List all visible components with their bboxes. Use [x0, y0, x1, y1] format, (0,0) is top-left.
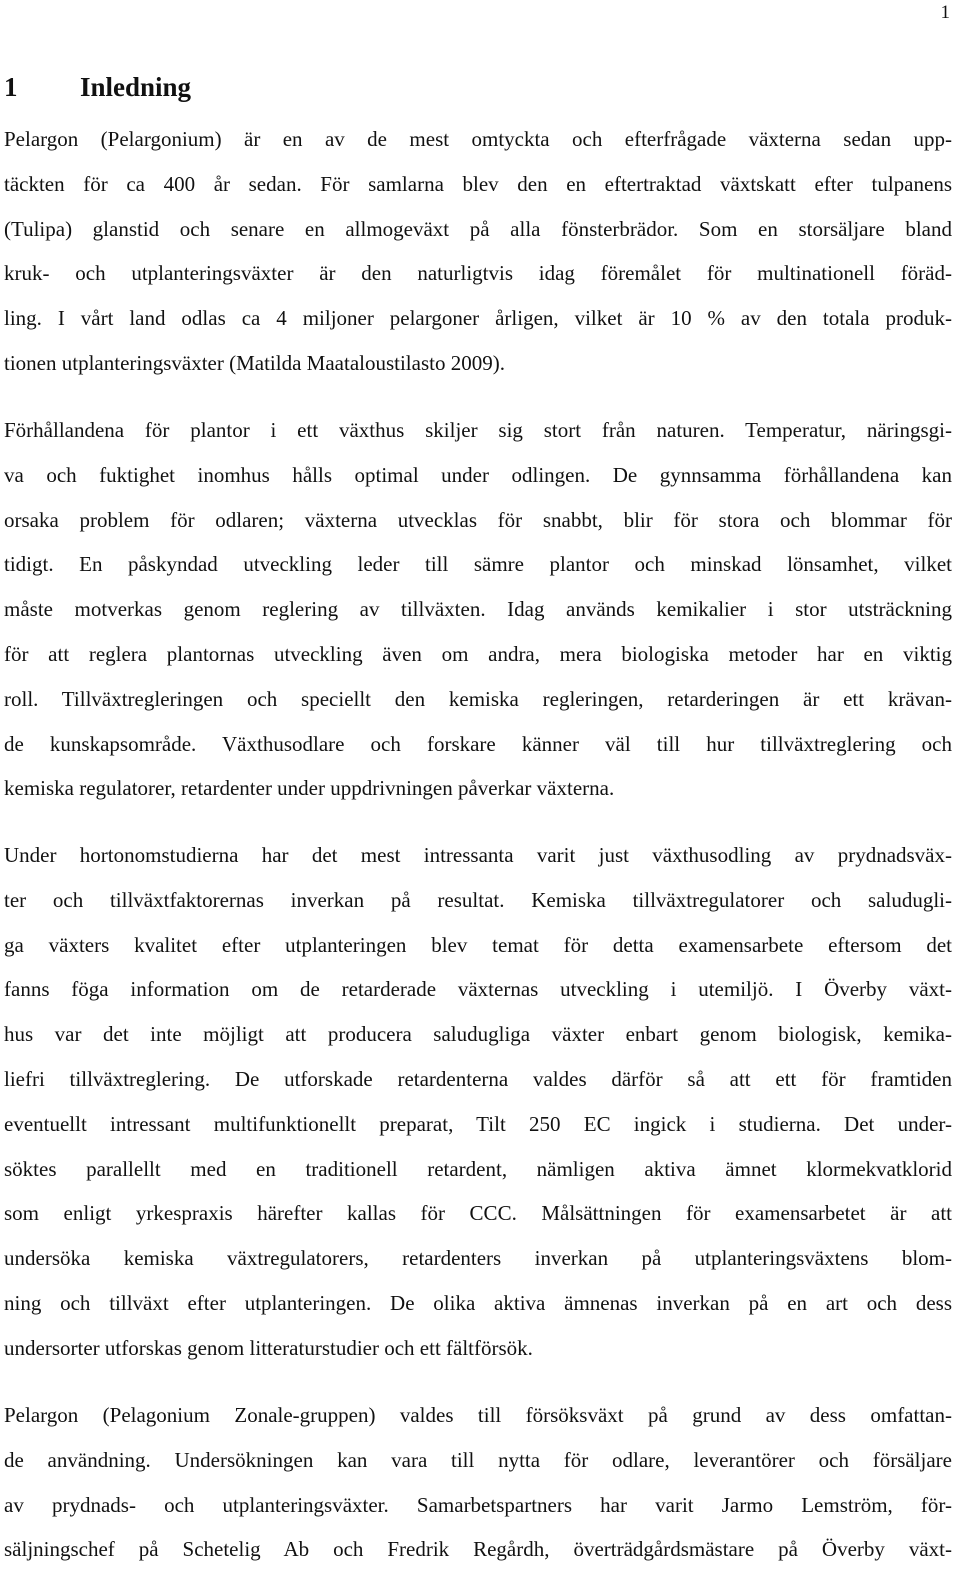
text-line: Förhållandena för plantor i ett växthus skiljer sig stort från naturen. Temperatur, näringsgi-: [4, 418, 952, 442]
text-line: liefri tillväxtreglering. De utforskade retardenterna valdes därför så att ett för framtiden: [4, 1066, 952, 1091]
text-line: Pelargon (Pelargonium) är en av de mest omtyckta och efterfrågade växterna sedan upp-: [4, 127, 952, 151]
text-line: kemiska regulatorer, retardenter under uppdrivningen påverkar växterna.: [4, 776, 615, 801]
text-line: orsaka problem för odlaren; växterna utvecklas för snabbt, blir för stora och blommar för: [4, 507, 952, 532]
text-line: säljningschef på Schetelig Ab och Fredrik Regårdh, överträdgårdsmästare på Överby växt-: [4, 1537, 952, 1562]
text-line: Under hortonomstudierna har det mest intressanta varit just växthusodling av prydnadsväx-: [4, 843, 952, 867]
section-number: 1: [4, 72, 18, 102]
text-line: täckten för ca 400 år sedan. För samlarna blev den en eftertraktad växtskatt efter tulpanens: [4, 171, 952, 196]
text-line: fanns föga information om de retarderade växternas utveckling i utemiljö. I Överby växt-: [4, 977, 952, 1002]
text-line: Pelargon (Pelagonium Zonale-gruppen) valdes till försöksväxt på grund av dess omfattan-: [4, 1403, 952, 1427]
text-line: söktes parallellt med en traditionell retardent, nämligen aktiva ämnet klormekvatklorid: [4, 1156, 952, 1181]
text-line: tidigt. En påskyndad utveckling leder till sämre plantor och minskad lönsamhet, vilket: [4, 552, 952, 577]
text-line: (Tulipa) glanstid och senare en allmogeväxt på alla fönsterbrädor. Som en storsäljare bland: [4, 216, 952, 241]
text-line: undersöka kemiska växtregulatorers, retardenters inverkan på utplanteringsväxtens blom-: [4, 1246, 952, 1271]
text-line: ling. I vårt land odlas ca 4 miljoner pelargoner årligen, vilket är 10 % av den totala produk-: [4, 306, 952, 331]
paragraph-trial-plant: [4, 1393, 952, 1572]
section-title: Inledning: [80, 72, 192, 102]
text-line: som enligt yrkespraxis härefter kallas för CCC. Målsättningen för examensarbetet är att: [4, 1201, 952, 1226]
paragraph-motivation: [4, 833, 952, 1371]
text-line: för att reglera plantornas utveckling även om andra, mera biologiska metoder har en viktig: [4, 641, 952, 666]
text-line: de kunskapsområde. Växthusodlare och forskare känner väl till hur tillväxtreglering och: [4, 731, 952, 756]
paragraph-intro: [4, 117, 952, 386]
section-heading: [4, 72, 191, 103]
text-line: ning och tillväxt efter utplanteringen. De olika aktiva ämnenas inverkan på en art och dess: [4, 1290, 952, 1315]
text-line: ga växters kvalitet efter utplanteringen blev temat för detta examensarbete eftersom det: [4, 932, 952, 957]
text-line: va och fuktighet inomhus hålls optimal under odlingen. De gynnsamma förhållandena kan: [4, 462, 952, 487]
text-line: eventuellt intressant multifunktionellt preparat, Tilt 250 EC ingick i studierna. Det under-: [4, 1111, 952, 1136]
text-line: måste motverkas genom reglering av tillväxten. Idag används kemikalier i stor utsträckning: [4, 597, 952, 622]
text-line: tionen utplanteringsväxter (Matilda Maataloustilasto 2009).: [4, 350, 505, 375]
page-number: 1: [940, 2, 950, 23]
paragraph-conditions: [4, 408, 952, 811]
text-line: undersorter utforskas genom litteraturstudier och ett fältförsök.: [4, 1335, 533, 1360]
text-line: de användning. Undersökningen kan vara till nytta för odlare, leverantörer och försäljare: [4, 1447, 952, 1472]
text-line: hus var det inte möjligt att producera saludugliga växter enbart genom biologisk, kemika-: [4, 1022, 952, 1047]
text-line: av prydnads- och utplanteringsväxter. Samarbetspartners har varit Jarmo Lemström, för-: [4, 1492, 952, 1517]
text-line: roll. Tillväxtregleringen och speciellt den kemiska regleringen, retarderingen är ett krävan-: [4, 686, 952, 711]
text-line: kruk- och utplanteringsväxter är den naturligtvis idag föremålet för multinationell föräd-: [4, 261, 952, 286]
text-line: ter och tillväxtfaktorernas inverkan på resultat. Kemiska tillväxtregulatorer och saludugli-: [4, 887, 952, 912]
